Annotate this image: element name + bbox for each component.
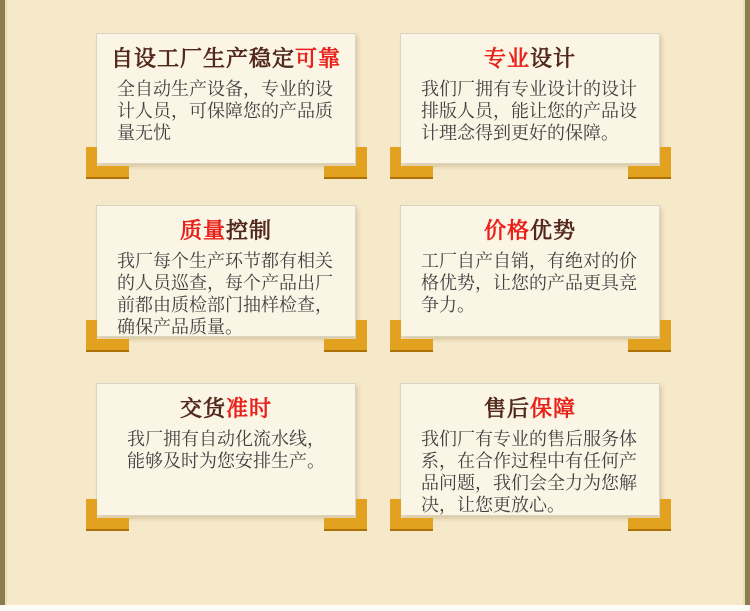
- card-title: [103, 397, 349, 423]
- advantage-card: [96, 205, 356, 337]
- card-title-part: 售后: [483, 397, 530, 422]
- card-title: [103, 219, 349, 245]
- advantage-card: [400, 205, 660, 337]
- card-title-part: 自设工厂生产稳定: [110, 47, 295, 72]
- card-title-part: 可靠: [295, 47, 342, 72]
- corner-bracket-left-icon: [86, 320, 129, 350]
- card-title: [103, 47, 349, 73]
- card-description: 我厂每个生产环节都有相关的人员巡查，每个产品出厂前都由质检部门抽样检查，确保产品质量。: [117, 251, 333, 338]
- card-title-part: 设计: [530, 47, 577, 72]
- corner-bracket-left-icon: [86, 499, 129, 529]
- card-description: 我们厂有专业的售后服务体系，在合作过程中有任何产品问题，我们会全力为您解决，让您更放心。: [421, 429, 637, 516]
- corner-bracket-right-icon: [628, 499, 671, 529]
- page-edge-left: [0, 0, 7, 611]
- corner-bracket-right-icon: [324, 499, 367, 529]
- card-title-part: 价格: [483, 219, 530, 244]
- page-bottom-strip: [0, 605, 750, 611]
- card-title: [407, 47, 653, 73]
- card-title-part: 控制: [226, 219, 273, 244]
- card-title-part: 交货: [179, 397, 226, 422]
- card-title-part: 准时: [226, 397, 273, 422]
- card-title-part: 专业: [483, 47, 530, 72]
- corner-bracket-left-icon: [390, 320, 433, 350]
- card-title-part: 保障: [530, 397, 577, 422]
- card-description: 我厂拥有自动化流水线，能够及时为您安排生产。: [127, 429, 325, 472]
- corner-bracket-right-icon: [628, 320, 671, 350]
- advantage-card: [400, 383, 660, 516]
- corner-bracket-right-icon: [324, 147, 367, 177]
- card-title: [407, 397, 653, 423]
- card-title-part: 质量: [179, 219, 226, 244]
- corner-bracket-right-icon: [324, 320, 367, 350]
- corner-bracket-left-icon: [390, 147, 433, 177]
- card-title: [407, 219, 653, 245]
- corner-bracket-left-icon: [86, 147, 129, 177]
- advantage-card: [96, 33, 356, 164]
- page-edge-right: [743, 0, 750, 611]
- card-title-part: 优势: [530, 219, 577, 244]
- card-description: 我们厂拥有专业设计的设计排版人员，能让您的产品设计理念得到更好的保障。: [421, 79, 637, 144]
- card-description: 工厂自产自销，有绝对的价格优势，让您的产品更具竞争力。: [421, 251, 637, 316]
- advantage-card: [96, 383, 356, 516]
- corner-bracket-right-icon: [628, 147, 671, 177]
- corner-bracket-left-icon: [390, 499, 433, 529]
- card-description: 全自动生产设备，专业的设计人员，可保障您的产品质量无忧: [117, 79, 333, 144]
- advantage-card: [400, 33, 660, 164]
